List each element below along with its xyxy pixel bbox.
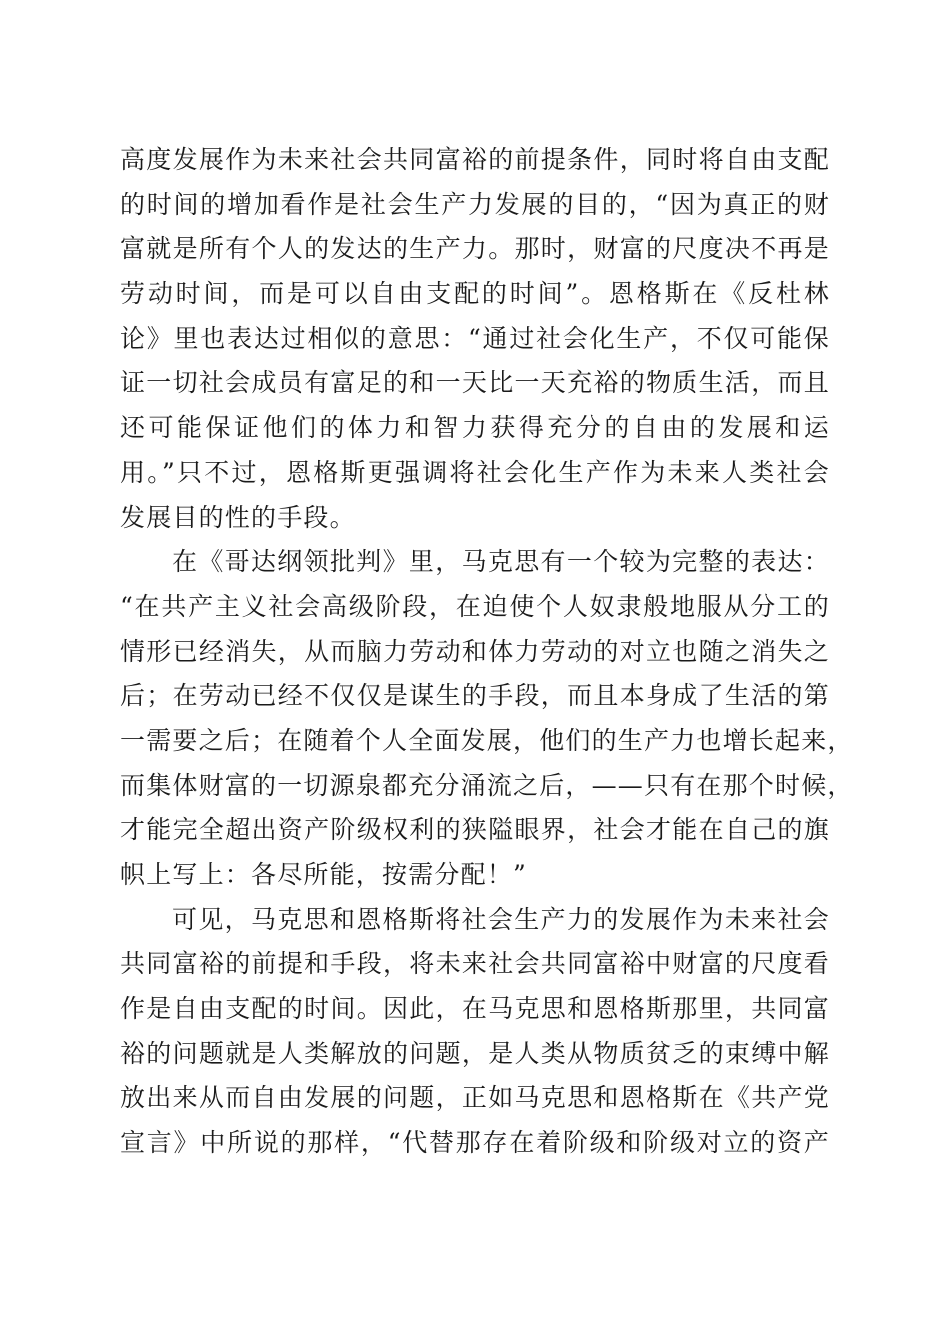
paragraph-1-line: 论》里也表达过相似的意思：“通过社会化生产，不仅可能保 (120, 323, 830, 353)
paragraph-1-line: 高度发展作为未来社会共同富裕的前提条件，同时将自由支配 (120, 145, 830, 174)
paragraph-1-line: 的时间的增加看作是社会生产力发展的目的，“因为真正的财 (120, 189, 830, 219)
paragraph-3-line: 放出来从而自由发展的问题，正如马克思和恩格斯在《共产党 (120, 1083, 830, 1113)
paragraph-2-line: 才能完全超出资产阶级权利的狭隘眼界，社会才能在自己的旗 (120, 815, 830, 845)
paragraph-2-line: 在《哥达纲领批判》里，马克思有一个较为完整的表达： (172, 547, 830, 577)
paragraph-2-line: 一需要之后；在随着个人全面发展，他们的生产力也增长起来， (120, 725, 854, 755)
paragraph-2-line: 后；在劳动已经不仅仅是谋生的手段，而且本身成了生活的第 (120, 681, 830, 711)
paragraph-3-line: 裕的问题就是人类解放的问题，是人类从物质贫乏的束缚中解 (120, 1038, 830, 1068)
paragraph-2-line: 情形已经消失，从而脑力劳动和体力劳动的对立也随之消失之 (120, 636, 830, 666)
paragraph-1-line: 用。”只不过，恩格斯更强调将社会化生产作为未来人类社会 (120, 457, 830, 487)
paragraph-1-line: 还可能保证他们的体力和智力获得充分的自由的发展和运 (120, 413, 830, 443)
paragraph-2-line: 帜上写上：各尽所能，按需分配！” (120, 860, 527, 889)
paragraph-1-line: 富就是所有个人的发达的生产力。那时，财富的尺度决不再是 (120, 234, 830, 264)
paragraph-3-line: 作是自由支配的时间。因此，在马克思和恩格斯那里，共同富 (120, 994, 830, 1024)
body-text (120, 138, 854, 1166)
paragraph-2-line: 而集体财富的一切源泉都充分涌流之后，——只有在那个时候， (120, 770, 854, 800)
paragraph-3-line: 共同富裕的前提和手段，将未来社会共同富裕中财富的尺度看 (120, 949, 830, 979)
paragraph-3-line: 宣言》中所说的那样，“代替那存在着阶级和阶级对立的资产 (120, 1128, 830, 1158)
paragraph-1-line: 证一切社会成员有富足的和一天比一天充裕的物质生活，而且 (120, 368, 830, 398)
paragraph-3-line: 可见，马克思和恩格斯将社会生产力的发展作为未来社会 (172, 904, 830, 934)
paragraph-1-line: 发展目的性的手段。 (120, 502, 356, 532)
paragraph-2-line: “在共产主义社会高级阶段，在迫使个人奴隶般地服从分工的 (120, 591, 830, 621)
paragraph-1-line: 劳动时间，而是可以自由支配的时间”。恩格斯在《反杜林 (120, 279, 830, 309)
